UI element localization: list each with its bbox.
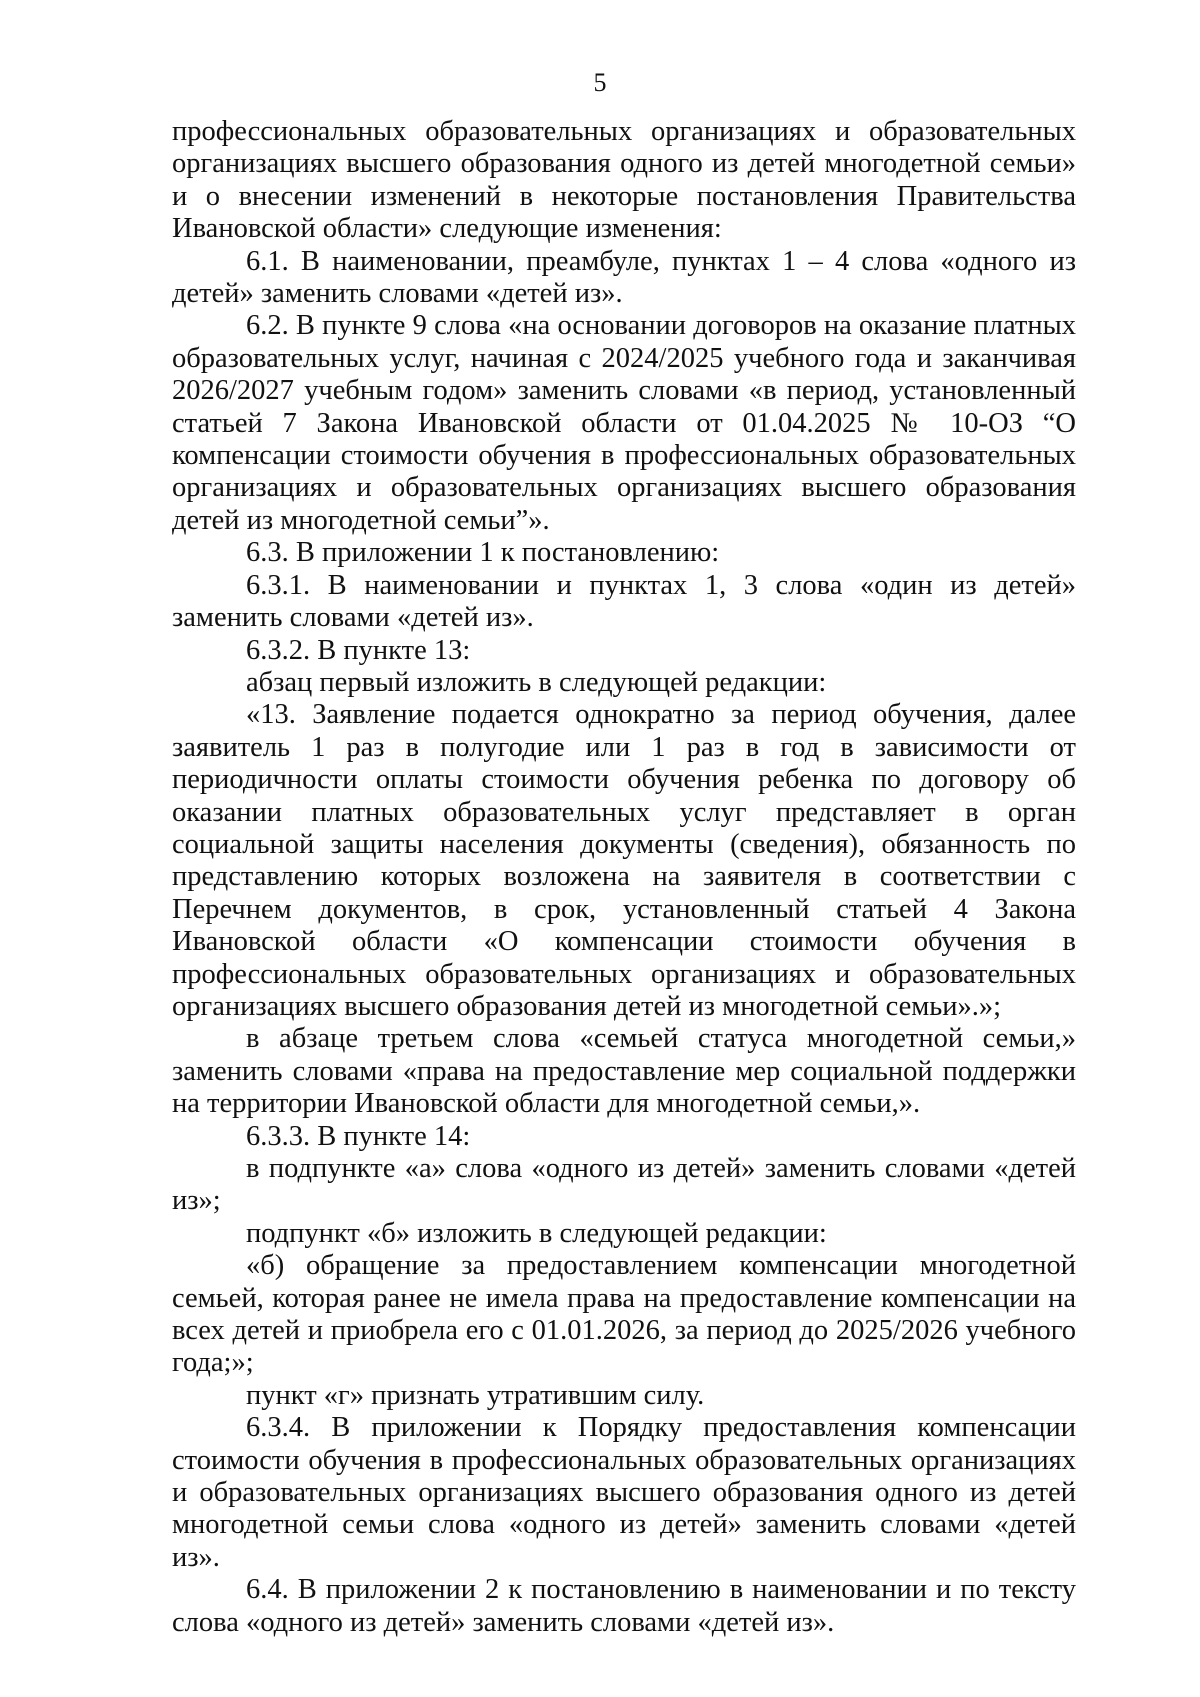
paragraph-6-3-4: 6.3.4. В приложении к Порядку предоставления компенсации стоимости обучения в профессиональных образовательных организациях и образовательных организациях высшего образования одного из детей многодетной семьи слова «одного из детей» заменить словами «детей из». [172, 1412, 1076, 1573]
paragraph-6-3-2-abzac-first: абзац первый изложить в следующей редакции: [246, 666, 827, 698]
paragraph-continuation: профессиональных образовательных организациях и образовательных организациях высшего образования одного из детей многодетной семьи» и о внесении изменений в некоторые постановления Правительства Ивановской области» следующие изменения: [172, 116, 1076, 245]
paragraph-subitem-b-intro: подпункт «б» изложить в следующей редакции: [246, 1217, 827, 1249]
paragraph-6-3-2: 6.3.2. В пункте 13: [246, 634, 471, 666]
paragraph-subitem-a: в подпункте «а» слова «одного из детей» заменить словами «детей из»; [172, 1153, 1076, 1217]
paragraph-item-g: пункт «г» признать утратившим силу. [246, 1379, 705, 1411]
paragraph-quoted-item-13: «13. Заявление подается однократно за период обучения, далее заявитель 1 раз в полугодие или 1 раз в год в зависимости от периодичности оплаты стоимости обучения ребенка по договору об оказании платных образовательных услуг представляет в орган социальной защиты населения документы (сведения), обязанность по представлению которых возложена на заявителя в соответствии с Перечнем документов, в срок, установленный статьей 4 Закона Ивановской области «О компенсации стоимости обучения в профессиональных образовательных организациях и образовательных организациях высшего образования детей из многодетной семьи».»; [172, 699, 1076, 1022]
paragraph-6-3-1: 6.3.1. В наименовании и пунктах 1, 3 слова «один из детей» заменить словами «детей из». [172, 569, 1076, 634]
paragraph-6-3-3: 6.3.3. В пункте 14: [246, 1120, 471, 1152]
paragraph-abzac-third: в абзаце третьем слова «семьей статуса многодетной семьи,» заменить словами «права на предоставление мер социальной поддержки на территории Ивановской области для многодетной семьи,». [172, 1023, 1076, 1120]
paragraph-6-3: 6.3. В приложении 1 к постановлению: [246, 537, 720, 569]
paragraph-6-4: 6.4. В приложении 2 к постановлению в наименовании и по тексту слова «одного из детей» заменить словами «детей из». [172, 1574, 1076, 1638]
paragraph-6-1: 6.1. В наименовании, преамбуле, пунктах 1 – 4 слова «одного из детей» заменить словами «детей из». [172, 245, 1076, 310]
page-number: 5 [593, 68, 607, 97]
document-body [172, 116, 1076, 1639]
paragraph-subitem-b-quoted: «б) обращение за предоставлением компенсации многодетной семьей, которая ранее не имела права на предоставление компенсации на всех детей и приобрела его с 01.01.2026, за период до 2025/2026 учебного года;»; [172, 1250, 1076, 1379]
paragraph-6-2: 6.2. В пункте 9 слова «на основании договоров на оказание платных образовательных услуг, начиная с 2024/2025 учебного года и заканчивая 2026/2027 учебным годом» заменить словами «в период, установленный статьей 7 Закона Ивановской области от 01.04.2025 № 10-ОЗ “О компенсации стоимости обучения в профессиональных образовательных организациях и образовательных организациях высшего образования детей из многодетной семьи”». [172, 310, 1076, 536]
